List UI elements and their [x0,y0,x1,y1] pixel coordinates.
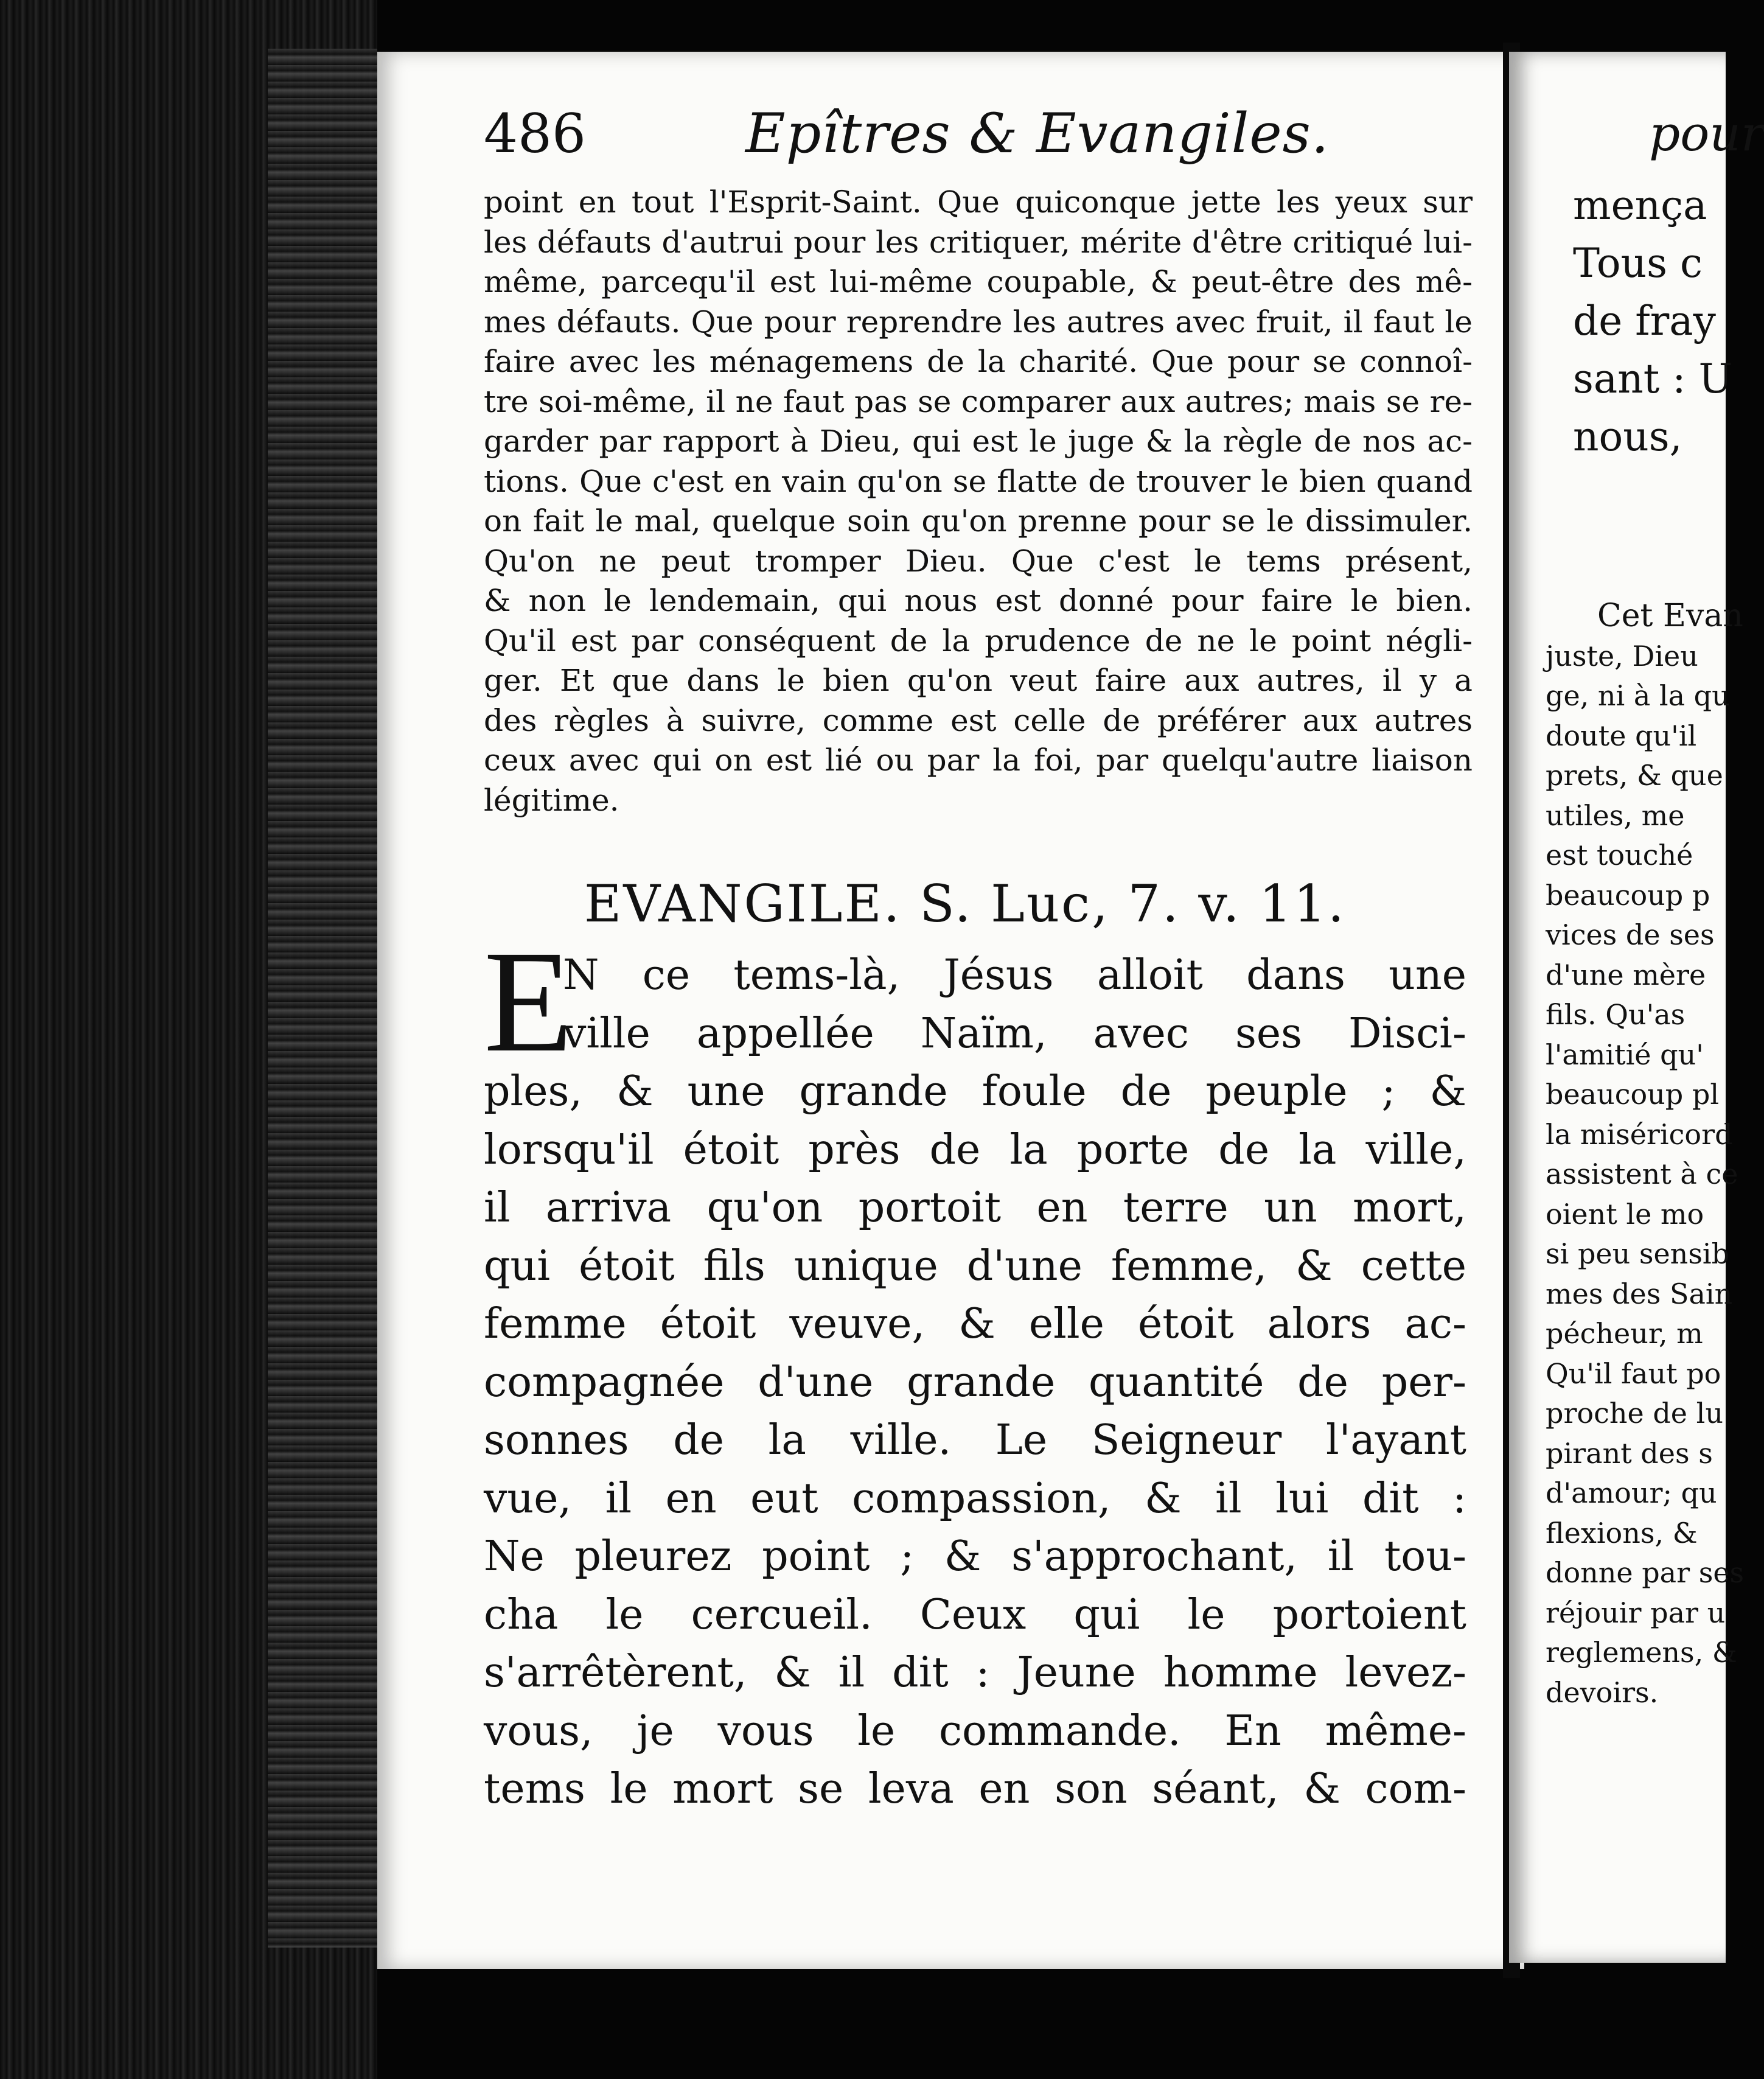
gospel-line: compagnée d'une grande quantité de per- [484,1358,1466,1406]
gospel-line: N ce tems-là, Jésus alloit dans une [563,951,1466,999]
right-page-line: sant : U [1573,355,1733,402]
right-page-line: d'une mère [1546,958,1706,991]
commentary-line: ceux avec qui on est lié ou par la foi, par quelqu'autre liaison [484,742,1473,778]
gospel-line: il arriva qu'on portoit en terre un mort, [484,1184,1466,1232]
right-page-line: devoirs. [1546,1675,1659,1709]
right-page-line: oient le mo [1546,1197,1704,1231]
right-page-line: la miséricord [1546,1117,1733,1151]
right-page-line: fils. Qu'as [1546,998,1686,1031]
right-page-line: si peu sensib [1546,1237,1730,1270]
right-page-line: mes des Sain [1546,1277,1733,1310]
commentary-line: on fait le mal, quelque soin qu'on prenne pour se le dissimuler. [484,503,1473,539]
right-page-line: l'amitié qu' [1546,1038,1704,1071]
right-page-line: pécheur, m [1546,1317,1703,1350]
gospel-line: vue, il en eut compassion, & il lui dit : [484,1474,1466,1523]
right-page-line: d'amour; qu [1546,1476,1717,1509]
right-page-line: réjouir par u [1546,1596,1726,1629]
commentary-line: faire avec les ménagemens de la charité. Que pour se connoî- [484,344,1473,379]
right-page-line: est touché [1546,839,1693,872]
gospel-line: ples, & une grande foule de peuple ; & [484,1067,1466,1116]
commentary-line: point en tout l'Esprit-Saint. Que quiconque jette les yeux sur [484,184,1473,220]
gospel-line: lorsqu'il étoit près de la porte de la ville, [484,1125,1466,1174]
running-title: Epîtres & Evangiles. [745,102,1330,166]
right-page-line: proche de lu [1546,1397,1723,1430]
right-page-line: flexions, & [1546,1516,1698,1550]
right-page-line: beaucoup p [1546,878,1710,912]
right-page-line: nous, [1573,413,1682,460]
right-page-line: beaucoup pl [1546,1078,1720,1111]
commentary-line: & non le lendemain, qui nous est donné pour faire le bien. [484,583,1473,618]
gospel-line: tems le mort se leva en son séant, & com- [484,1765,1466,1813]
right-page-line: vices de ses [1546,918,1715,951]
gospel-text [484,946,1466,1819]
right-page-line: utiles, me [1546,798,1685,832]
right-page-line: mença [1573,182,1707,229]
running-header [484,97,1482,170]
gospel-line: ville appellée Naïm, avec ses Disci- [563,1009,1466,1058]
drop-cap: E [484,920,573,1082]
commentary-line: tions. Que c'est en vain qu'on se flatte de trouver le bien quand [484,463,1473,499]
right-page-line: de fray [1573,298,1716,344]
gospel-line: vous, je vous le commande. En même- [484,1707,1466,1755]
epistle-commentary [484,183,1473,820]
right-page-line: ge, ni à la qu [1546,679,1730,712]
commentary-line: ger. Et que dans le bien qu'on veut faire aux autres, il y a [484,663,1473,698]
page-number: 486 [484,102,586,165]
right-page-header: pour [1649,105,1764,162]
commentary-line: garder par rapport à Dieu, qui est le juge & la règle de nos ac- [484,424,1473,459]
commentary-line: légitime. [484,782,619,818]
commentary-line: les défauts d'autrui pour les critiquer, mérite d'être critiqué lui- [484,224,1473,260]
gospel-line: s'arrêtèrent, & il dit : Jeune homme levez- [484,1649,1466,1697]
commentary-line: même, parcequ'il est lui-même coupable, & peut-être des mê- [484,264,1473,299]
right-page-line: donne par ses [1546,1556,1745,1589]
gospel-line: Ne pleurez point ; & s'approchant, il tou- [484,1532,1466,1581]
gospel-line: cha le cercueil. Ceux qui le portoient [484,1590,1466,1639]
right-page-commentary-fragment [1546,596,1744,1713]
gospel-line: femme étoit veuve, & elle étoit alors ac- [484,1300,1466,1348]
gospel-line: qui étoit fils unique d'une femme, & cette [484,1242,1466,1290]
right-page-line: Cet Evan [1597,598,1743,634]
right-page-gospel-fragment [1573,176,1732,466]
commentary-line: tre soi-même, il ne faut pas se comparer aux autres; mais se re- [484,383,1473,419]
commentary-line: Qu'on ne peut tromper Dieu. Que c'est le tems présent, [484,543,1473,579]
right-page-line: Qu'il faut po [1546,1357,1721,1390]
right-page-line: doute qu'il [1546,719,1697,752]
gospel-line: sonnes de la ville. Le Seigneur l'ayant [484,1416,1466,1464]
right-page-line: assistent à ce [1546,1158,1738,1190]
commentary-line: mes défauts. Que pour reprendre les autres avec fruit, il faut le [484,304,1473,340]
page-edges [268,49,377,1948]
right-page-line: reglemens, & [1546,1636,1737,1669]
commentary-line: Qu'il est par conséquent de la prudence de ne le point négli- [484,623,1473,659]
commentary-line: des règles à suivre, comme est celle de préférer aux autres [484,702,1473,738]
right-page-line: pirant des s [1546,1436,1713,1470]
right-page-line: juste, Dieu [1546,639,1698,673]
right-page-line: prets, & que [1546,759,1723,792]
right-page-line: Tous c [1573,240,1703,287]
gospel-heading: EVANGILE. S. Luc, 7. v. 11. [584,874,1346,934]
